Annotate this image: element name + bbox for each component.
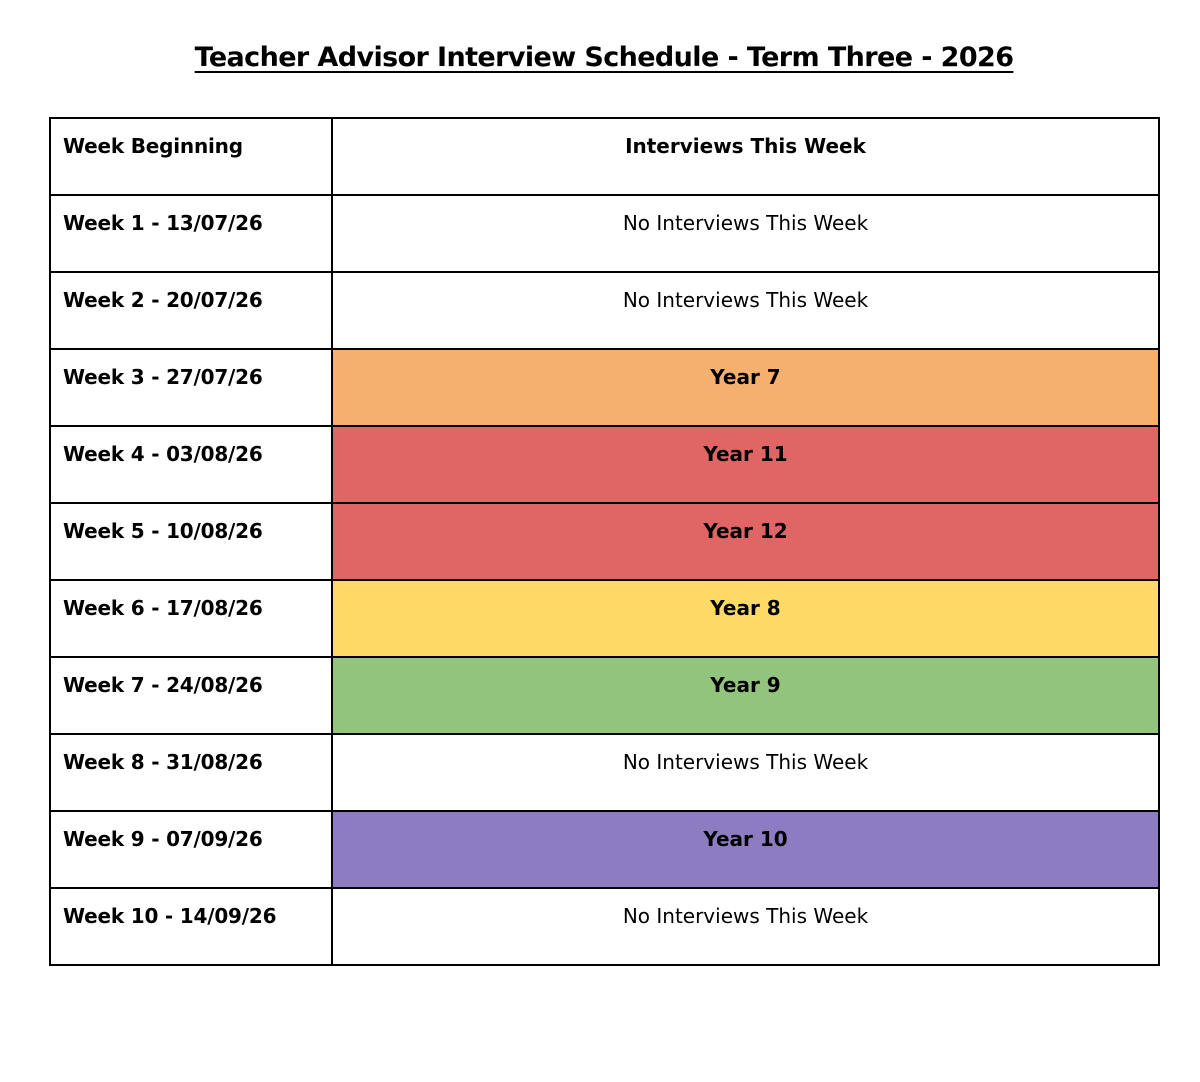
- interview-schedule-table: [49, 117, 1160, 966]
- interviews-cell: Year 7: [332, 349, 1159, 426]
- interviews-cell: Year 12: [332, 503, 1159, 580]
- interviews-cell: Year 10: [332, 811, 1159, 888]
- week-beginning-cell: Week 3 - 27/07/26: [50, 349, 332, 426]
- week-beginning-cell: Week 9 - 07/09/26: [50, 811, 332, 888]
- week-beginning-cell: Week 2 - 20/07/26: [50, 272, 332, 349]
- interviews-cell: No Interviews This Week: [332, 195, 1159, 272]
- week-beginning-cell: Week 8 - 31/08/26: [50, 734, 332, 811]
- table-row: [50, 503, 1159, 580]
- table-row: [50, 811, 1159, 888]
- header-week-beginning: Week Beginning: [50, 118, 332, 195]
- table-header-row: [50, 118, 1159, 195]
- week-beginning-cell: Week 1 - 13/07/26: [50, 195, 332, 272]
- week-beginning-cell: Week 6 - 17/08/26: [50, 580, 332, 657]
- table-row: [50, 349, 1159, 426]
- interviews-cell: Year 8: [332, 580, 1159, 657]
- interviews-cell: Year 11: [332, 426, 1159, 503]
- table-row: [50, 657, 1159, 734]
- table-row: [50, 272, 1159, 349]
- page-title: Teacher Advisor Interview Schedule - Term Three - 2026: [194, 42, 1014, 73]
- week-beginning-cell: Week 4 - 03/08/26: [50, 426, 332, 503]
- table-row: [50, 580, 1159, 657]
- interviews-cell: Year 9: [332, 657, 1159, 734]
- table-row: [50, 734, 1159, 811]
- interviews-cell: No Interviews This Week: [332, 272, 1159, 349]
- week-beginning-cell: Week 10 - 14/09/26: [50, 888, 332, 965]
- week-beginning-cell: Week 7 - 24/08/26: [50, 657, 332, 734]
- table-row: [50, 888, 1159, 965]
- interviews-cell: No Interviews This Week: [332, 734, 1159, 811]
- interviews-cell: No Interviews This Week: [332, 888, 1159, 965]
- table-row: [50, 195, 1159, 272]
- week-beginning-cell: Week 5 - 10/08/26: [50, 503, 332, 580]
- table-row: [50, 426, 1159, 503]
- header-interviews-this-week: Interviews This Week: [332, 118, 1159, 195]
